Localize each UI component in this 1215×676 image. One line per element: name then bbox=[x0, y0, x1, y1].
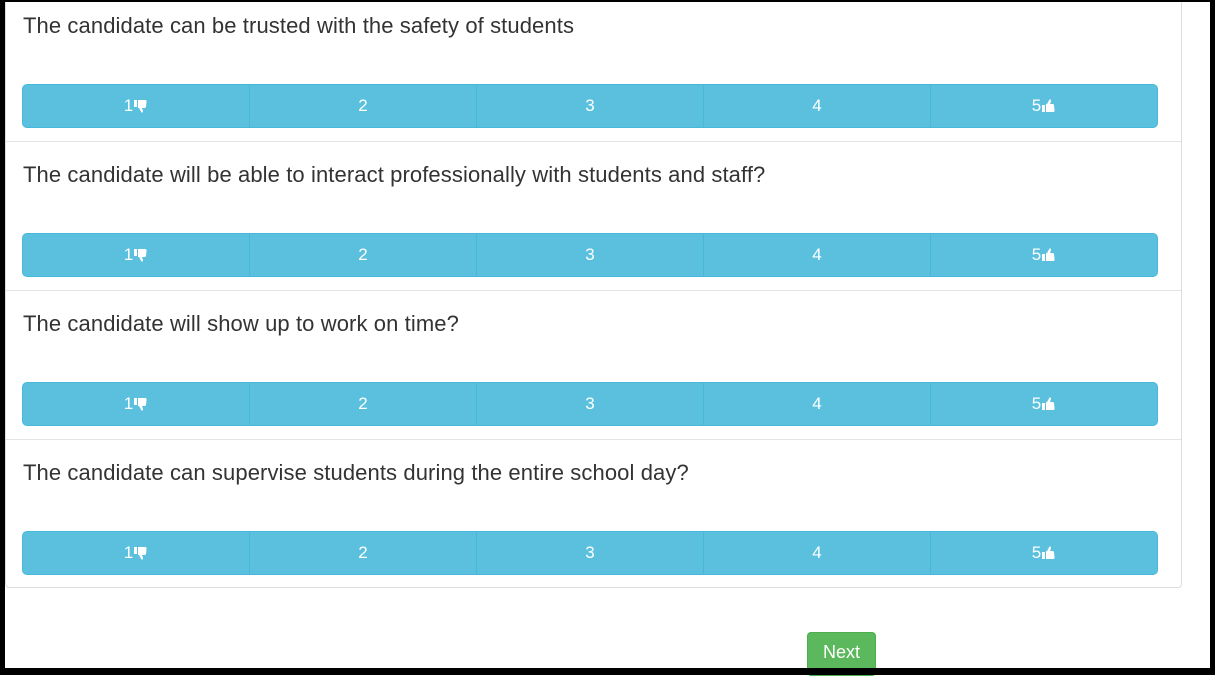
rating-label: 5 bbox=[1031, 543, 1042, 562]
thumbs-down-icon bbox=[134, 248, 148, 262]
thumbs-up-icon bbox=[1042, 397, 1056, 411]
rating-button-group bbox=[22, 233, 1158, 277]
question-block bbox=[6, 440, 1181, 589]
thumbs-up-icon bbox=[1042, 546, 1056, 560]
thumbs-down-icon bbox=[134, 99, 148, 113]
rating-button-4[interactable] bbox=[703, 383, 930, 425]
rating-button-3[interactable] bbox=[476, 85, 703, 127]
thumbs-up-icon bbox=[1042, 248, 1056, 262]
rating-button-5[interactable] bbox=[930, 532, 1157, 574]
rating-label: 4 bbox=[812, 96, 822, 115]
questions-panel bbox=[5, 0, 1182, 588]
rating-label: 3 bbox=[585, 245, 595, 264]
thumbs-up-icon bbox=[1042, 99, 1056, 113]
rating-label: 3 bbox=[585, 96, 595, 115]
thumbs-down-icon bbox=[134, 397, 148, 411]
next-button[interactable]: Next bbox=[807, 632, 876, 676]
rating-button-group bbox=[22, 382, 1158, 426]
thumbs-down-icon bbox=[134, 546, 148, 560]
question-text: The candidate can be trusted with the safety of students bbox=[23, 13, 575, 38]
rating-button-4[interactable] bbox=[703, 85, 930, 127]
rating-button-1[interactable] bbox=[23, 532, 249, 574]
rating-label: 4 bbox=[812, 394, 822, 413]
rating-button-2[interactable] bbox=[249, 383, 476, 425]
rating-label: 1 bbox=[123, 543, 134, 562]
rating-label: 2 bbox=[358, 245, 368, 264]
rating-label: 5 bbox=[1031, 394, 1042, 413]
rating-button-3[interactable] bbox=[476, 234, 703, 276]
rating-label: 4 bbox=[812, 543, 822, 562]
rating-label: 4 bbox=[812, 245, 822, 264]
rating-button-group bbox=[22, 531, 1158, 575]
rating-button-group bbox=[22, 84, 1158, 128]
question-text: The candidate will be able to interact professionally with students and staff? bbox=[23, 162, 766, 187]
question-text: The candidate will show up to work on time? bbox=[23, 311, 459, 336]
rating-button-5[interactable] bbox=[930, 234, 1157, 276]
rating-button-5[interactable] bbox=[930, 85, 1157, 127]
rating-button-3[interactable] bbox=[476, 532, 703, 574]
rating-label: 2 bbox=[358, 394, 368, 413]
rating-label: 5 bbox=[1031, 245, 1042, 264]
question-block bbox=[6, 0, 1181, 142]
rating-button-2[interactable] bbox=[249, 234, 476, 276]
rating-button-2[interactable] bbox=[249, 532, 476, 574]
rating-label: 2 bbox=[358, 96, 368, 115]
rating-label: 2 bbox=[358, 543, 368, 562]
rating-button-2[interactable] bbox=[249, 85, 476, 127]
rating-label: 1 bbox=[123, 96, 134, 115]
question-block bbox=[6, 142, 1181, 291]
rating-label: 3 bbox=[585, 543, 595, 562]
rating-label: 5 bbox=[1031, 96, 1042, 115]
rating-button-4[interactable] bbox=[703, 234, 930, 276]
rating-label: 3 bbox=[585, 394, 595, 413]
rating-button-1[interactable] bbox=[23, 234, 249, 276]
question-block bbox=[6, 291, 1181, 440]
rating-label: 1 bbox=[123, 394, 134, 413]
rating-button-5[interactable] bbox=[930, 383, 1157, 425]
rating-label: 1 bbox=[123, 245, 134, 264]
rating-button-4[interactable] bbox=[703, 532, 930, 574]
rating-button-1[interactable] bbox=[23, 85, 249, 127]
question-text: The candidate can supervise students during the entire school day? bbox=[23, 460, 689, 485]
rating-button-3[interactable] bbox=[476, 383, 703, 425]
rating-button-1[interactable] bbox=[23, 383, 249, 425]
